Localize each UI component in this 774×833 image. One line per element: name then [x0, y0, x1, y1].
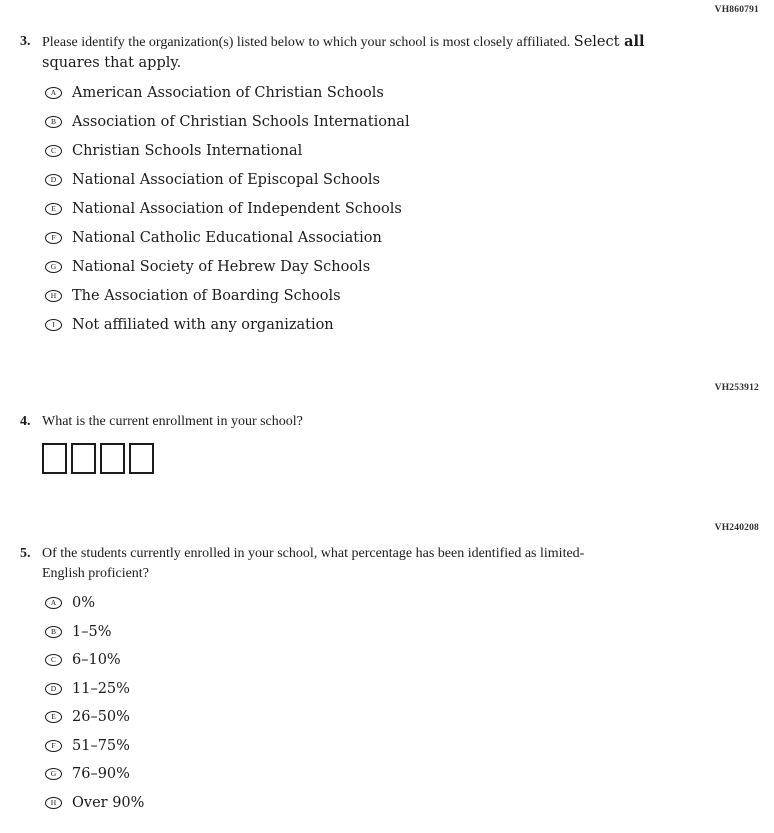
enrollment-digit-box[interactable] [100, 443, 125, 474]
enrollment-digit-box[interactable] [129, 443, 154, 474]
question-number: 5. [20, 546, 31, 561]
option-bubble-letter: A [50, 598, 57, 608]
option-row [45, 703, 774, 732]
option-bubble-letter: F [51, 232, 56, 242]
enrollment-digit-boxes [42, 443, 774, 474]
directive-post: squares that apply. [42, 55, 182, 71]
question-stem-text: Of the students currently enrolled in your school, what percentage has been identified as limited-English proficient? [42, 546, 585, 581]
answer-bubble[interactable] [45, 290, 62, 302]
answer-bubble[interactable] [45, 711, 62, 723]
option-label: Over 90% [72, 794, 145, 811]
option-bubble-letter: B [50, 116, 56, 126]
question-stem-text: Please identify the organization(s) listed below to which your school is most closely affiliated. [42, 35, 571, 50]
option-label: 11–25% [72, 680, 130, 697]
answer-bubble[interactable] [45, 116, 62, 128]
question-code: VH860791 [714, 5, 759, 15]
option-row [45, 310, 774, 339]
option-bubble-letter: H [50, 290, 57, 300]
option-bubble-letter: F [51, 740, 56, 750]
answer-bubble[interactable] [45, 145, 62, 157]
option-row [45, 675, 774, 704]
answer-bubble[interactable] [45, 232, 62, 244]
option-label: National Association of Independent Schools [72, 200, 402, 217]
question-5 [20, 544, 774, 584]
answer-bubble[interactable] [45, 654, 62, 666]
option-bubble-letter: E [51, 712, 56, 722]
option-bubble-letter: A [50, 87, 57, 97]
question-number: 4. [20, 414, 31, 429]
option-row [45, 589, 774, 618]
enrollment-digit-box[interactable] [71, 443, 96, 474]
option-row [45, 618, 774, 647]
answer-bubble[interactable] [45, 768, 62, 780]
option-row [45, 136, 774, 165]
option-label: American Association of Christian Schools [72, 84, 384, 101]
option-bubble-letter: B [50, 626, 56, 636]
question-code: VH240208 [714, 523, 759, 533]
question-stem [42, 32, 702, 74]
directive-pre: Select [573, 34, 625, 50]
answer-bubble[interactable] [45, 174, 62, 186]
directive-bold: all [624, 33, 645, 50]
option-bubble-letter: G [50, 261, 57, 271]
question-stem [42, 412, 303, 432]
option-label: Christian Schools International [72, 142, 303, 159]
enrollment-digit-box[interactable] [42, 443, 67, 474]
question-4 [20, 412, 774, 432]
option-row [45, 789, 774, 818]
answer-bubble[interactable] [45, 683, 62, 695]
option-bubble-letter: G [50, 769, 57, 779]
option-label: 0% [72, 595, 96, 612]
answer-bubble[interactable] [45, 319, 62, 331]
option-label: National Association of Episcopal Schools [72, 171, 380, 188]
option-label: 26–50% [72, 709, 130, 726]
option-label: National Catholic Educational Association [72, 229, 382, 246]
option-label: 51–75% [72, 737, 130, 754]
option-bubble-letter: D [50, 683, 57, 693]
question-stem [42, 544, 622, 584]
option-bubble-letter: I [52, 319, 55, 329]
option-bubble-letter: H [50, 797, 57, 807]
answer-bubble[interactable] [45, 87, 62, 99]
option-label: Association of Christian Schools International [72, 113, 410, 130]
answer-bubble[interactable] [45, 626, 62, 638]
option-row [45, 223, 774, 252]
option-row [45, 107, 774, 136]
option-label: 6–10% [72, 652, 121, 669]
option-label: 1–5% [72, 623, 112, 640]
option-label: Not affiliated with any organization [72, 316, 334, 333]
option-bubble-letter: E [51, 203, 56, 213]
option-label: National Society of Hebrew Day Schools [72, 258, 371, 275]
question-stem-text: What is the current enrollment in your school? [42, 414, 303, 429]
option-row [45, 194, 774, 223]
option-label: 76–90% [72, 766, 130, 783]
answer-bubble[interactable] [45, 797, 62, 809]
option-bubble-letter: C [50, 655, 56, 665]
answer-bubble[interactable] [45, 203, 62, 215]
question-5-options [45, 589, 774, 817]
option-row [45, 732, 774, 761]
answer-bubble[interactable] [45, 261, 62, 273]
option-row [45, 281, 774, 310]
questionnaire-page [0, 5, 774, 833]
question-3-options [45, 78, 774, 339]
option-row [45, 165, 774, 194]
question-number: 3. [20, 34, 31, 49]
option-row [45, 760, 774, 789]
option-bubble-letter: C [50, 145, 56, 155]
option-row [45, 78, 774, 107]
answer-bubble[interactable] [45, 597, 62, 609]
question-3 [20, 32, 774, 74]
option-bubble-letter: D [50, 174, 57, 184]
question-code: VH253912 [714, 383, 759, 393]
answer-bubble[interactable] [45, 740, 62, 752]
option-row [45, 252, 774, 281]
option-label: The Association of Boarding Schools [72, 287, 341, 304]
option-row [45, 646, 774, 675]
